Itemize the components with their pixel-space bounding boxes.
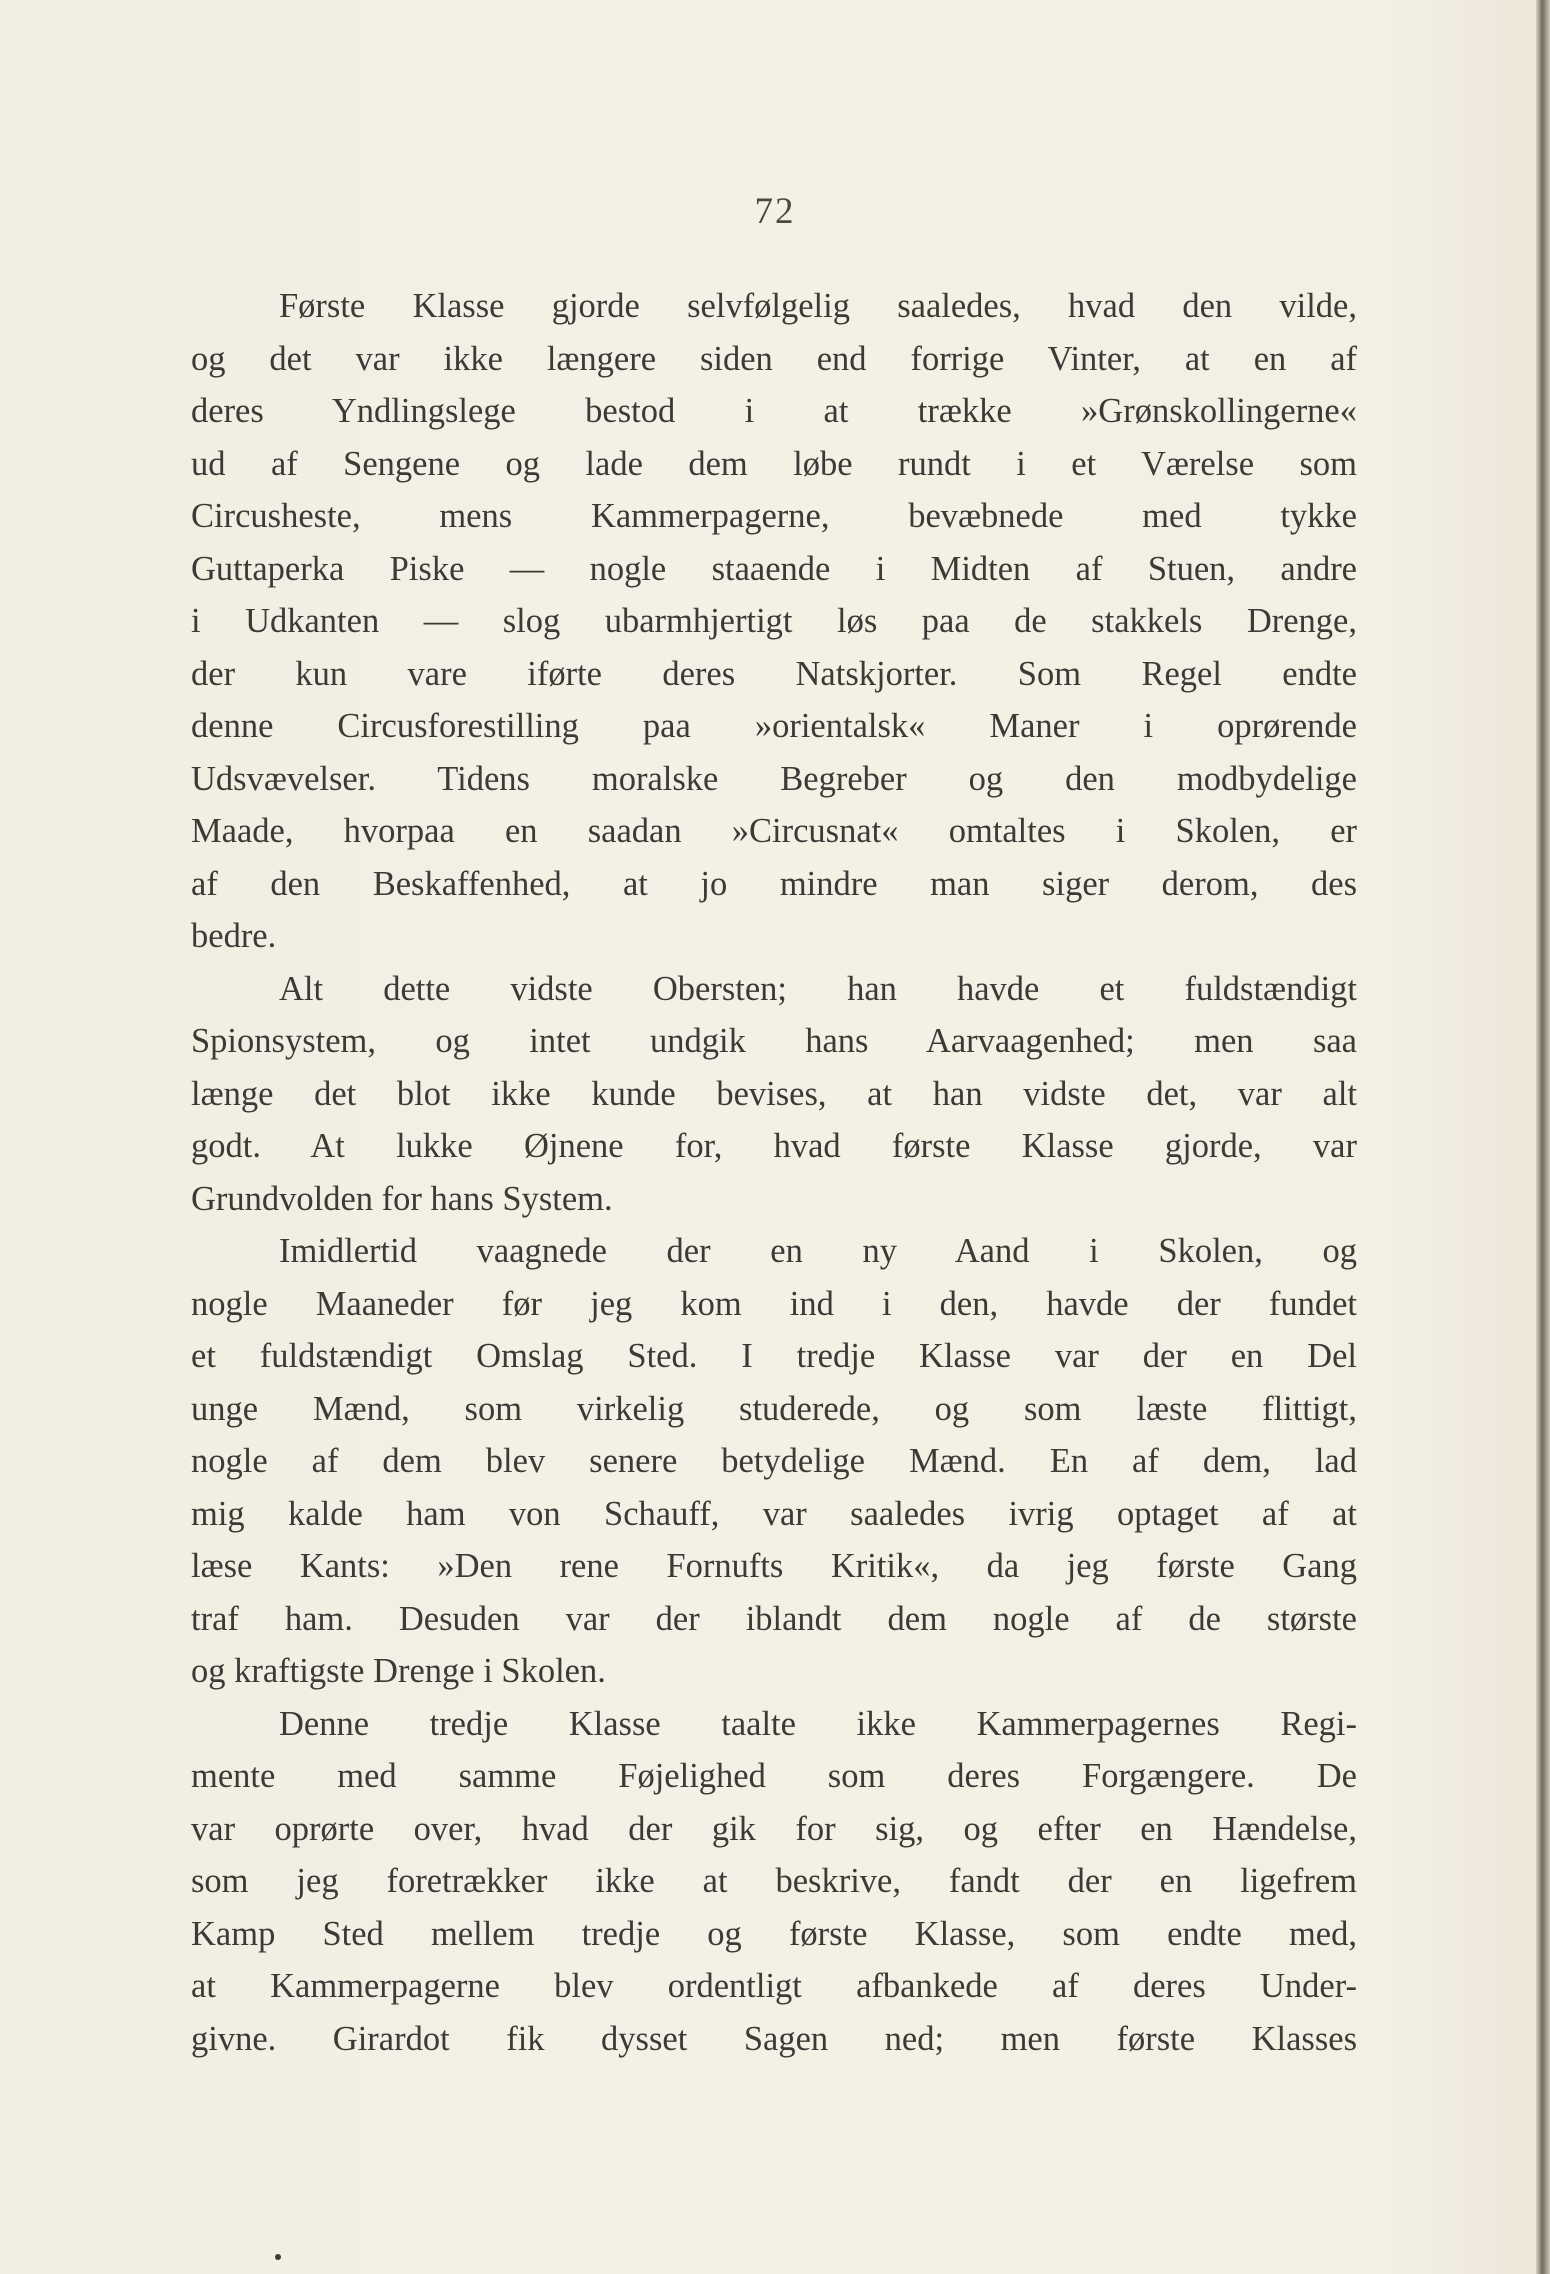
text-line: traf ham. Desuden var der iblandt dem nogle af de største bbox=[191, 1599, 1357, 1638]
text-line: Maade, hvorpaa en saadan »Circusnat« omtaltes i Skolen, er bbox=[191, 812, 1357, 850]
text-line: i Udkanten — slog ubarmhjertigt løs paa de stakkels Drenge, bbox=[191, 602, 1357, 640]
text-line: nogle af dem blev senere betydelige Mænd. En af dem, lad bbox=[191, 1442, 1357, 1480]
text-line: denne Circusforestilling paa »orientalsk« Maner i oprørende bbox=[191, 707, 1357, 745]
text-line: Kamp Sted mellem tredje og første Klasse, som endte med, bbox=[191, 1914, 1357, 1953]
text-line: Grundvolden for hans System. bbox=[191, 1179, 613, 1218]
text-line: læse Kants: »Den rene Fornufts Kritik«, da jeg første Gang bbox=[191, 1547, 1357, 1585]
text-line: givne. Girardot fik dysset Sagen ned; men første Klasses bbox=[191, 2019, 1357, 2058]
text-line: længe det blot ikke kunde bevises, at han vidste det, var alt bbox=[191, 1074, 1357, 1113]
text-line: deres Yndlingslege bestod i at trække »Grønskollingerne« bbox=[191, 392, 1357, 430]
text-line: mig kalde ham von Schauff, var saaledes ivrig optaget af at bbox=[191, 1494, 1357, 1533]
text-line: Spionsystem, og intet undgik hans Aarvaagenhed; men saa bbox=[191, 1022, 1357, 1060]
text-line: Guttaperka Piske — nogle staaende i Midten af Stuen, andre bbox=[191, 549, 1357, 588]
text-line: unge Mænd, som virkelig studerede, og som læste flittigt, bbox=[191, 1389, 1357, 1428]
text-line: bedre. bbox=[191, 917, 277, 955]
text-line: Første Klasse gjorde selvfølgelig saaledes, hvad den vilde, bbox=[279, 287, 1357, 325]
body-text bbox=[191, 280, 1357, 2065]
text-line: Imidlertid vaagnede der en ny Aand i Skolen, og bbox=[279, 1232, 1357, 1270]
text-line: Denne tredje Klasse taalte ikke Kammerpagernes Regi- bbox=[279, 1704, 1357, 1743]
text-line: og kraftigste Drenge i Skolen. bbox=[191, 1652, 606, 1690]
page-edge bbox=[1536, 0, 1550, 2274]
text-line: af den Beskaffenhed, at jo mindre man siger derom, des bbox=[191, 864, 1357, 903]
text-line: Circusheste, mens Kammerpagerne, bevæbnede med tykke bbox=[191, 497, 1357, 535]
text-line: at Kammerpagerne blev ordentligt afbankede af deres Under- bbox=[191, 1967, 1357, 2005]
text-line: Alt dette vidste Obersten; han havde et fuldstændigt bbox=[279, 969, 1357, 1008]
page-number: 72 bbox=[754, 191, 796, 232]
text-line: ud af Sengene og lade dem løbe rundt i et Værelse som bbox=[191, 444, 1357, 483]
text-line: nogle Maaneder før jeg kom ind i den, havde der fundet bbox=[191, 1284, 1357, 1323]
text-line: som jeg foretrækker ikke at beskrive, fandt der en ligefrem bbox=[191, 1862, 1357, 1900]
text-line: var oprørte over, hvad der gik for sig, og efter en Hændelse, bbox=[191, 1809, 1357, 1848]
text-line: der kun vare iførte deres Natskjorter. Som Regel endte bbox=[191, 654, 1357, 693]
text-line: godt. At lukke Øjnene for, hvad første Klasse gjorde, var bbox=[191, 1127, 1357, 1165]
text-line: et fuldstændigt Omslag Sted. I tredje Klasse var der en Del bbox=[191, 1337, 1357, 1375]
text-line: mente med samme Føjelighed som deres Forgængere. De bbox=[191, 1757, 1357, 1795]
ink-speck bbox=[275, 2254, 281, 2260]
text-line: Udsvævelser. Tidens moralske Begreber og den modbydelige bbox=[191, 759, 1357, 798]
text-line: og det var ikke længere siden end forrige Vinter, at en af bbox=[191, 339, 1357, 378]
